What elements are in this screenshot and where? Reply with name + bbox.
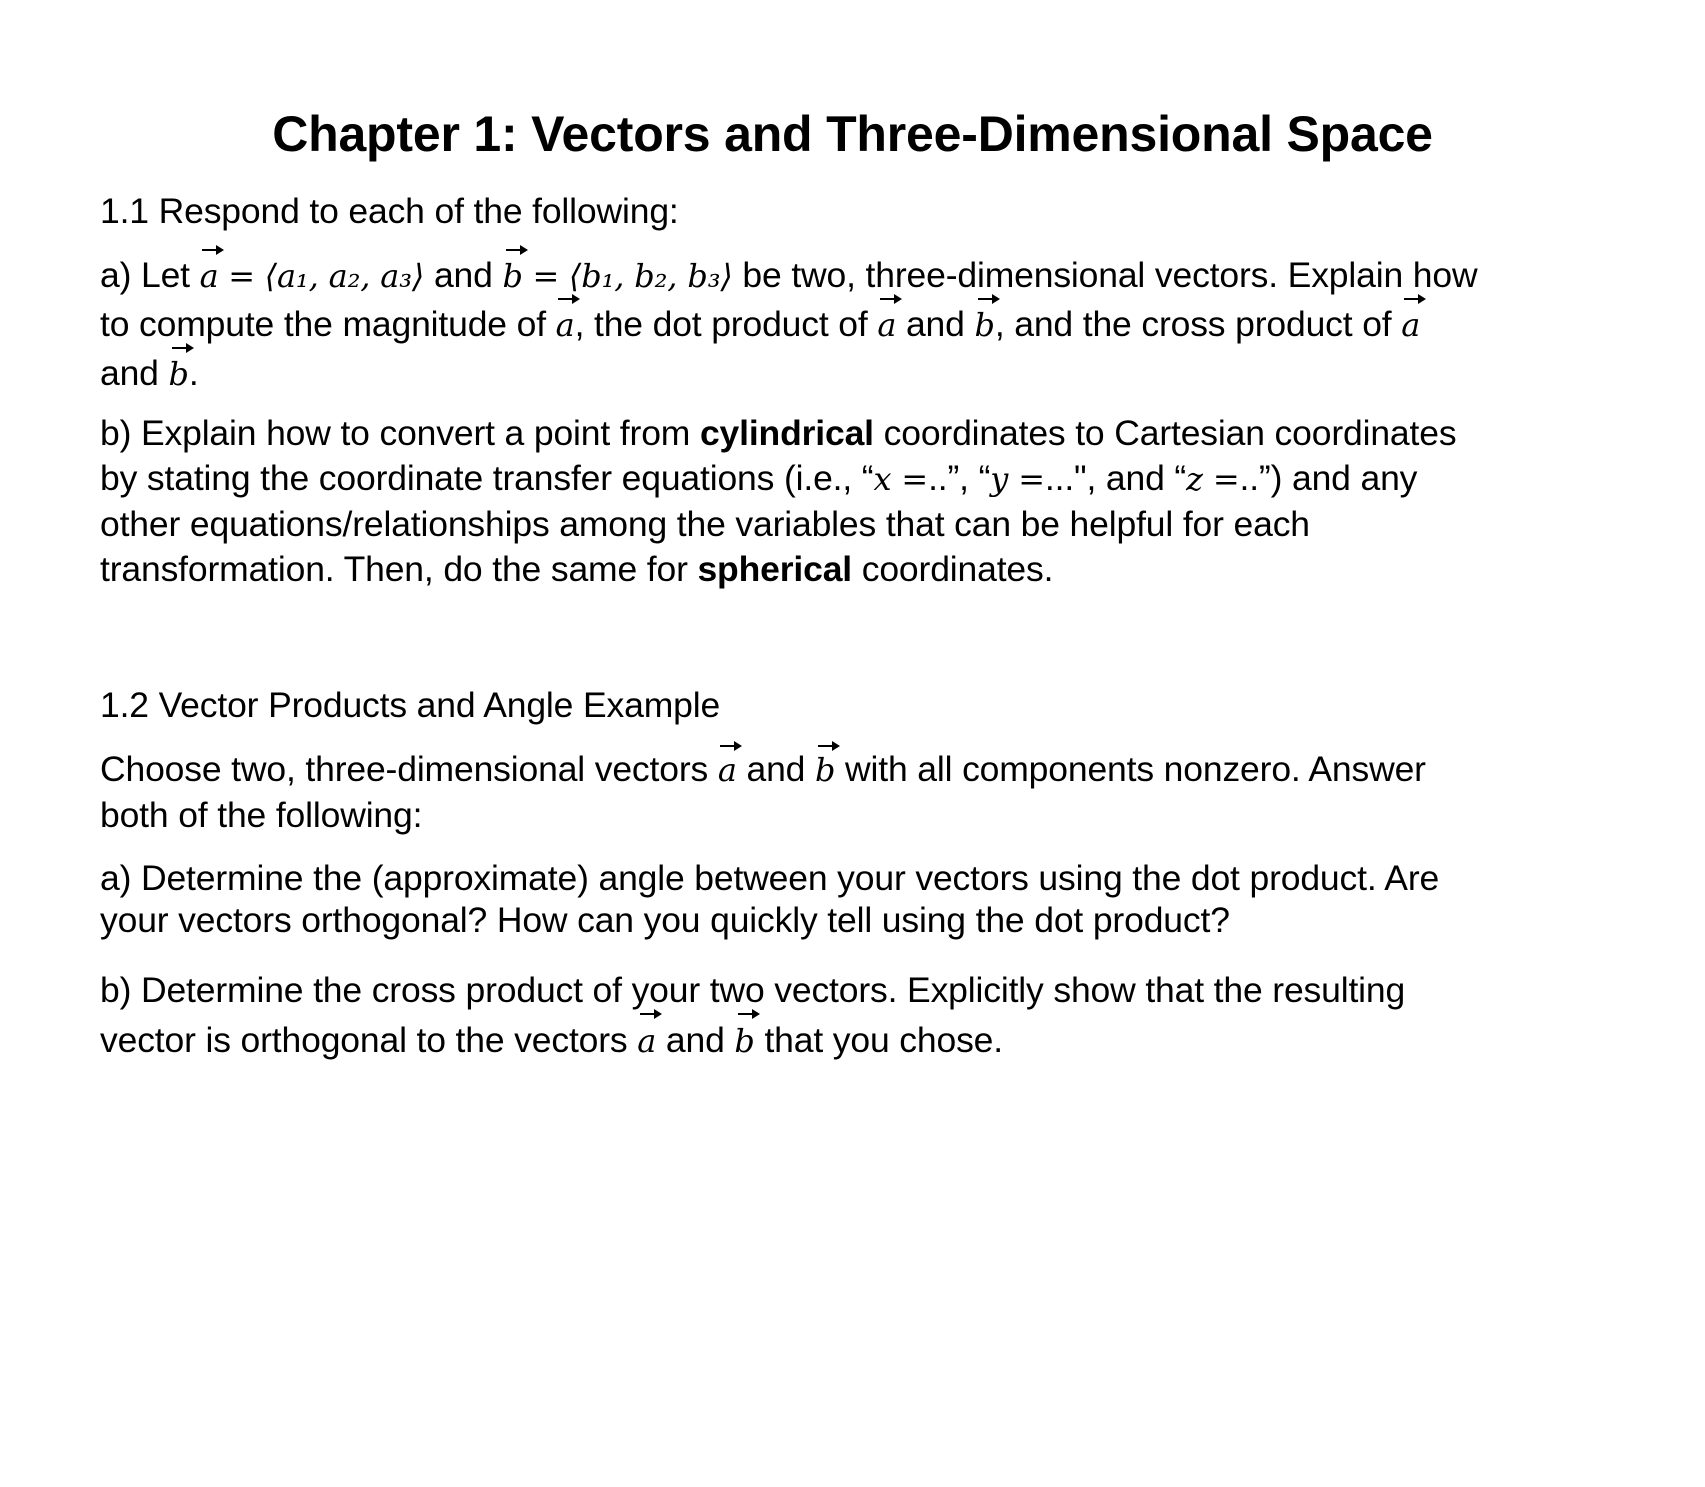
part-a-prefix: a) Let: [100, 255, 190, 295]
part-a-line-2: your vectors orthogonal? How can you quickly tell using the dot product?: [100, 900, 1230, 940]
text-run: ..”) and any: [1239, 458, 1418, 498]
part-a-line-3: [100, 349, 1600, 398]
text-run: by stating the coordinate transfer equations (i.e., “: [100, 458, 874, 498]
part-b-line-2: [100, 456, 1600, 502]
section-1-2-heading: [100, 681, 1600, 729]
part-b-line-3: other equations/relationships among the variables that can be helpful for each: [100, 504, 1310, 544]
text-run: ...", and “: [1044, 458, 1187, 498]
part-a-line-1-end: be two, three-dimensional vectors. Explain how: [742, 255, 1478, 295]
text-run: Choose two, three-dimensional vectors: [100, 749, 709, 789]
text-run: and: [100, 353, 159, 393]
text-run: that you chose.: [764, 1020, 1003, 1060]
part-b-line-4: [100, 547, 1600, 592]
text-run: to compute the magnitude of: [100, 304, 546, 344]
vector-b-symbol: b: [815, 748, 835, 793]
vector-b-symbol: b: [734, 1016, 754, 1066]
equals-sign: =: [532, 257, 560, 295]
text-run: , and the cross product of: [994, 304, 1392, 344]
section-1-1-heading: [100, 187, 1600, 235]
x-equation: x =: [873, 460, 929, 498]
section-1-1-part-b: [100, 411, 1600, 592]
part-b-line-1: [100, 411, 1600, 456]
vector-a-symbol: a: [718, 748, 737, 793]
section-1-1-part-a: [100, 251, 1600, 398]
text-run: , the dot product of: [574, 304, 868, 344]
vector-a-symbol: a: [637, 1016, 656, 1066]
vector-a-symbol: a: [877, 301, 896, 349]
vector-a-symbol: a: [200, 252, 219, 300]
and-text: and: [433, 255, 493, 295]
vector-b-symbol: b: [974, 301, 994, 349]
bold-spherical: spherical: [697, 549, 853, 589]
text-run: and: [905, 304, 965, 344]
section-1-2-part-a: [100, 857, 1600, 941]
intro-line-1: [100, 747, 1600, 793]
part-a-line-1: a) Determine the (approximate) angle between your vectors using the dot product. Are: [100, 858, 1440, 898]
bold-cylindrical: cylindrical: [699, 413, 874, 453]
z-equation: z =: [1186, 460, 1240, 498]
part-b-line-2: [100, 1015, 1600, 1066]
part-a-line-1: [100, 251, 1600, 300]
vector-b-symbol: b: [502, 252, 522, 300]
vector-b-symbol: b: [169, 350, 189, 398]
text-run: with all components nonzero. Answer: [845, 749, 1426, 789]
text-run: transformation. Then, do the same for: [100, 549, 688, 589]
vector-a-symbol: a: [1401, 301, 1420, 349]
part-a-line-2: [100, 300, 1600, 349]
text-run: vector is orthogonal to the vectors: [100, 1020, 628, 1060]
section-1-2-intro: [100, 747, 1600, 838]
vector-a-symbol: a: [556, 301, 575, 349]
text-run: coordinates to Cartesian coordinates: [883, 413, 1457, 453]
intro-line-2: both of the following:: [100, 795, 423, 835]
equals-sign: =: [228, 257, 255, 295]
chapter-title: Chapter 1: Vectors and Three-Dimensional Space: [272, 106, 1433, 162]
section-heading-text: 1.2 Vector Products and Angle Example: [100, 685, 721, 725]
text-run: coordinates.: [861, 549, 1054, 589]
vector-b-components: ⟨b₁, b₂, b₃⟩: [568, 257, 733, 295]
text-run: and: [746, 749, 806, 789]
text-run: b) Explain how to convert a point from: [100, 413, 691, 453]
text-run: .: [188, 353, 199, 393]
text-run: ..”, “: [928, 458, 991, 498]
vector-a-components: ⟨a₁, a₂, a₃⟩: [264, 257, 425, 295]
y-equation: y =: [990, 460, 1045, 498]
text-run: and: [665, 1020, 725, 1060]
section-1-2-part-b: [100, 965, 1600, 1066]
section-heading-text: 1.1 Respond to each of the following:: [100, 191, 679, 231]
part-b-line-1: b) Determine the cross product of your two vectors. Explicitly show that the resulting: [100, 970, 1406, 1010]
